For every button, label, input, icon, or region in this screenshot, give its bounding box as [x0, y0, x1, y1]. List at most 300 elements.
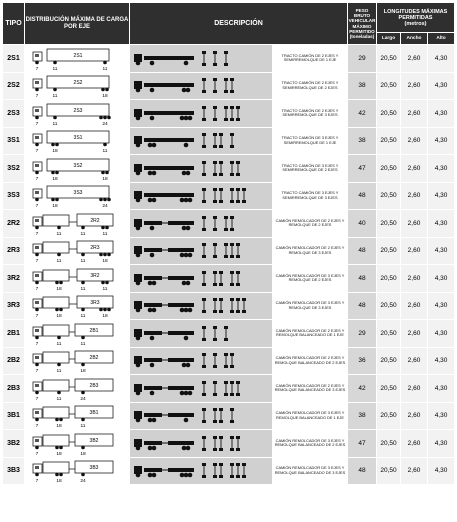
largo-cell: 20,50 — [377, 292, 401, 320]
vehicle-schema-cell — [130, 375, 273, 403]
tire-block — [202, 118, 206, 121]
vehicle-schema-cell — [130, 45, 273, 73]
wheel-icon — [182, 170, 187, 175]
wheel-icon — [103, 60, 107, 64]
axle-load-diagram — [25, 155, 130, 183]
largo-cell: 20,50 — [377, 375, 401, 403]
vehicle-weights-table — [2, 2, 455, 485]
axle-load-value: 11 — [80, 231, 86, 236]
tire-block — [236, 298, 240, 301]
tire-block — [236, 310, 240, 313]
tire-block — [213, 365, 217, 368]
tire-block — [202, 326, 206, 329]
axle-load-diagram — [25, 292, 130, 320]
peso-cell: 42 — [348, 375, 377, 403]
cab-window — [35, 219, 39, 222]
tire-block — [242, 298, 246, 301]
wheel-icon — [150, 363, 155, 368]
table-row — [3, 375, 455, 403]
tire-block — [230, 475, 234, 478]
wheel-icon — [182, 225, 187, 230]
wheel-icon — [184, 253, 189, 258]
cab-window — [35, 246, 39, 249]
wheel-icon — [105, 280, 109, 284]
tire-block — [230, 78, 234, 81]
tire-block — [219, 173, 223, 176]
wheel-icon — [107, 198, 111, 202]
axle-load-value: 24 — [80, 479, 86, 484]
largo-cell: 20,50 — [377, 72, 401, 100]
trailer-code-label: 2B1 — [89, 327, 99, 334]
wheel-icon — [136, 445, 141, 450]
wheel-icon — [150, 60, 155, 65]
tire-block — [230, 463, 234, 466]
tire-block — [213, 216, 217, 219]
axle-load-value: 7 — [35, 231, 39, 236]
largo-cell: 20,50 — [377, 210, 401, 238]
wheel-icon — [186, 88, 191, 93]
truck-bed-silhouette — [144, 413, 162, 417]
wheel-icon — [55, 308, 59, 312]
wheel-icon — [101, 280, 105, 284]
vehicle-schema-cell — [130, 347, 273, 375]
wheel-icon — [182, 280, 187, 285]
truck-load-drawing — [25, 211, 129, 236]
tire-block — [202, 381, 206, 384]
tire-block — [236, 463, 240, 466]
wheel-icon — [184, 60, 189, 65]
tire-block — [230, 271, 234, 274]
tire-block — [230, 393, 234, 396]
tire-block — [219, 436, 223, 439]
ancho-cell: 2,60 — [401, 292, 428, 320]
header-peso — [348, 3, 377, 45]
tire-block — [230, 216, 234, 219]
largo-cell: 20,50 — [377, 127, 401, 155]
tire-block — [202, 365, 206, 368]
tire-block — [202, 420, 206, 423]
header-peso-unit: (toneladas) — [349, 34, 375, 40]
tire-block — [236, 255, 240, 258]
trailer-code-label: 3R2 — [90, 272, 100, 279]
cab-window — [35, 164, 39, 167]
tipo-cell: 2B1 — [3, 320, 25, 348]
wheel-icon — [55, 280, 59, 284]
tire-block — [219, 200, 223, 203]
wheel-icon — [81, 363, 85, 367]
vehicle-schema-cell — [130, 100, 273, 128]
wheel-icon — [57, 253, 61, 257]
tire-block — [230, 365, 234, 368]
tire-block — [224, 255, 228, 258]
wheel-icon — [148, 308, 153, 313]
truck-load-drawing — [25, 46, 129, 71]
tire-block — [202, 145, 206, 148]
tire-block — [236, 271, 240, 274]
ancho-cell: 2,60 — [401, 182, 428, 210]
axle-load-diagram — [25, 182, 130, 210]
vehicle-schema-cell — [130, 320, 273, 348]
largo-cell: 20,50 — [377, 155, 401, 183]
tire-block — [213, 255, 217, 258]
axle-load-diagram — [25, 127, 130, 155]
tire-block — [230, 106, 234, 109]
wheel-icon — [136, 88, 141, 93]
wheel-icon — [150, 225, 155, 230]
wheel-icon — [81, 280, 85, 284]
axle-load-value: 11 — [52, 121, 58, 126]
trailer-code-label: 2B3 — [89, 382, 99, 389]
tipo-cell: 2S1 — [3, 45, 25, 73]
vehicle-silhouette — [130, 376, 272, 401]
tire-block — [219, 475, 223, 478]
tire-block — [213, 326, 217, 329]
wheel-icon — [57, 225, 61, 229]
axle-load-value: 18 — [56, 479, 62, 484]
tire-block — [213, 408, 217, 411]
wheel-icon — [136, 198, 141, 203]
tire-block — [219, 271, 223, 274]
ancho-cell: 2,60 — [401, 375, 428, 403]
tire-block — [230, 283, 234, 286]
wheel-icon — [136, 390, 141, 395]
largo-cell: 20,50 — [377, 237, 401, 265]
axle-load-value: 24 — [102, 204, 108, 209]
axle-load-value: 11 — [52, 66, 58, 71]
tire-block — [230, 161, 234, 164]
peso-cell: 48 — [348, 292, 377, 320]
trailer-code-label: 3R3 — [90, 300, 100, 307]
axle-load-value: 7 — [35, 121, 39, 126]
trailer-silhouette — [144, 138, 194, 142]
truck-body — [43, 325, 69, 336]
ancho-cell: 2,60 — [401, 237, 428, 265]
wheel-icon — [81, 418, 85, 422]
tipo-cell: 3R2 — [3, 265, 25, 293]
axle-load-value: 11 — [56, 341, 62, 346]
axle-load-value: 7 — [35, 341, 39, 346]
wheel-icon — [35, 445, 39, 449]
alto-cell: 4,30 — [428, 182, 455, 210]
axle-load-value: 7 — [35, 94, 39, 99]
header-largo: Largo — [377, 33, 401, 45]
vehicle-silhouette — [130, 321, 272, 346]
alto-cell: 4,30 — [428, 210, 455, 238]
ancho-cell: 2,60 — [401, 320, 428, 348]
wheel-icon — [35, 308, 39, 312]
alto-cell: 4,30 — [428, 237, 455, 265]
wheel-icon — [81, 225, 85, 229]
axle-load-value: 18 — [102, 314, 108, 319]
wheel-icon — [59, 473, 63, 477]
truck-body — [43, 380, 69, 391]
tire-block — [224, 63, 228, 66]
peso-cell: 47 — [348, 430, 377, 458]
tire-block — [236, 188, 240, 191]
wheel-icon — [35, 198, 39, 202]
truck-bed-silhouette — [144, 276, 162, 280]
trailer-code-label: 2B2 — [89, 355, 99, 362]
wheel-icon — [55, 198, 59, 202]
wheel-icon — [136, 60, 141, 65]
wheel-icon — [182, 88, 187, 93]
table-row — [3, 292, 455, 320]
peso-cell: 38 — [348, 402, 377, 430]
axle-load-value: 11 — [102, 231, 108, 236]
tire-block — [213, 393, 217, 396]
wheel-icon — [186, 170, 191, 175]
tire-block — [219, 188, 223, 191]
wheel-icon — [103, 115, 107, 119]
wheel-icon — [152, 280, 157, 285]
axle-load-value: 11 — [80, 341, 86, 346]
peso-cell: 42 — [348, 100, 377, 128]
trailer-code-label: 3S2 — [73, 162, 83, 169]
wheel-icon — [99, 115, 103, 119]
tire-block — [219, 161, 223, 164]
axle-load-value: 24 — [102, 121, 108, 126]
description-cell: CAMIÓN REMOLCADOR DE 2 EJES Y REMOLQUE DE 3 EJES — [273, 237, 348, 265]
tipo-cell: 3B3 — [3, 457, 25, 485]
cab-window — [35, 411, 39, 414]
wheel-icon — [150, 390, 155, 395]
trailer-code-label: 3B2 — [89, 437, 99, 444]
wheel-icon — [148, 198, 153, 203]
peso-cell: 48 — [348, 457, 377, 485]
axle-load-value: 11 — [56, 231, 62, 236]
axle-load-value: 18 — [80, 451, 86, 456]
axle-load-value: 18 — [102, 94, 108, 99]
truck-load-drawing — [25, 101, 129, 126]
ancho-cell: 2,60 — [401, 265, 428, 293]
tire-block — [242, 200, 246, 203]
tire-block — [230, 420, 234, 423]
wheel-icon — [81, 390, 85, 394]
tire-block — [224, 228, 228, 231]
tire-block — [202, 216, 206, 219]
axle-load-diagram — [25, 100, 130, 128]
wheel-icon — [186, 363, 191, 368]
wheel-icon — [57, 390, 61, 394]
tire-block — [236, 475, 240, 478]
ancho-cell: 2,60 — [401, 155, 428, 183]
vehicle-silhouette — [130, 403, 272, 428]
peso-cell: 29 — [348, 320, 377, 348]
tire-block — [224, 353, 228, 356]
vehicle-silhouette — [130, 266, 272, 291]
wheel-icon — [180, 473, 185, 478]
largo-cell: 20,50 — [377, 347, 401, 375]
wheel-icon — [152, 198, 157, 203]
wheel-icon — [150, 253, 155, 258]
tire-block — [213, 338, 217, 341]
vehicle-schema-cell — [130, 265, 273, 293]
tire-block — [202, 448, 206, 451]
truck-body — [43, 297, 69, 308]
trailer-code-label: 3S3 — [73, 190, 83, 197]
alto-cell: 4,30 — [428, 127, 455, 155]
ancho-cell: 2,60 — [401, 347, 428, 375]
wheel-icon — [81, 473, 85, 477]
wheel-icon — [184, 418, 189, 423]
wheel-icon — [148, 143, 153, 148]
axle-load-value: 11 — [102, 66, 108, 71]
tire-block — [224, 326, 228, 329]
ancho-cell: 2,60 — [401, 45, 428, 73]
trailer-silhouette — [168, 441, 194, 445]
tipo-cell: 2R2 — [3, 210, 25, 238]
tire-block — [202, 133, 206, 136]
axle-load-value: 7 — [35, 451, 39, 456]
wheel-icon — [136, 308, 141, 313]
wheel-icon — [184, 115, 189, 120]
wheel-icon — [105, 88, 109, 92]
trailer-silhouette — [168, 276, 194, 280]
wheel-icon — [53, 115, 57, 119]
description-cell: CAMIÓN REMOLCADOR DE 3 EJES Y REMOLQUE DE 3 EJES — [273, 292, 348, 320]
peso-cell: 38 — [348, 127, 377, 155]
tire-block — [236, 118, 240, 121]
header-longitudes-unit: (metros) — [404, 20, 427, 27]
cab-window — [35, 466, 39, 469]
description-cell: TRACTO CAMIÓN DE 2 EJES Y SEMIRREMOLQUE DE 2 EJES — [273, 72, 348, 100]
axle-load-diagram — [25, 265, 130, 293]
trailer-code-label: 2S2 — [73, 80, 83, 87]
table-row — [3, 430, 455, 458]
wheel-icon — [186, 280, 191, 285]
wheel-icon — [136, 143, 141, 148]
table-row — [3, 237, 455, 265]
tire-block — [202, 188, 206, 191]
axle-load-value: 11 — [56, 259, 62, 264]
truck-body — [43, 462, 69, 473]
wheel-icon — [152, 473, 157, 478]
wheel-icon — [186, 225, 191, 230]
wheel-icon — [182, 445, 187, 450]
header-tipo: TIPO — [3, 3, 25, 45]
axle-load-value: 11 — [80, 259, 86, 264]
wheel-icon — [55, 170, 59, 174]
tire-block — [230, 133, 234, 136]
description-cell: TRACTO CAMIÓN DE 3 EJES Y SEMIRREMOLQUE DE 3 EJES — [273, 182, 348, 210]
cab-window — [35, 109, 39, 112]
axle-load-diagram — [25, 210, 130, 238]
wheel-icon — [188, 390, 193, 395]
wheel-icon — [107, 308, 111, 312]
axle-load-value: 18 — [56, 451, 62, 456]
truck-bed-silhouette — [144, 358, 162, 362]
vehicle-schema-cell — [130, 210, 273, 238]
tire-block — [213, 161, 217, 164]
wheel-icon — [148, 280, 153, 285]
tire-block — [213, 298, 217, 301]
wheel-icon — [184, 473, 189, 478]
wheel-icon — [152, 170, 157, 175]
trailer-silhouette — [168, 248, 194, 252]
alto-cell: 4,30 — [428, 375, 455, 403]
wheel-icon — [152, 445, 157, 450]
wheel-icon — [35, 143, 39, 147]
alto-cell: 4,30 — [428, 430, 455, 458]
trailer-silhouette — [168, 331, 194, 335]
tipo-cell: 3S3 — [3, 182, 25, 210]
cab-window — [35, 54, 39, 57]
tire-block — [213, 188, 217, 191]
truck-load-drawing — [25, 321, 129, 346]
tire-block — [202, 408, 206, 411]
trailer-silhouette — [144, 56, 194, 60]
vehicle-silhouette — [130, 458, 272, 483]
tire-block — [213, 200, 217, 203]
tire-block — [224, 338, 228, 341]
wheel-icon — [55, 418, 59, 422]
tire-block — [213, 448, 217, 451]
alto-cell: 4,30 — [428, 100, 455, 128]
truck-load-drawing — [25, 238, 129, 263]
wheel-icon — [35, 225, 39, 229]
wheel-icon — [35, 335, 39, 339]
description-cell: TRACTO CAMIÓN DE 2 EJES Y SEMIRREMOLQUE DE 3 EJES — [273, 100, 348, 128]
vehicle-silhouette — [130, 293, 272, 318]
description-cell: CAMIÓN REMOLCADOR DE 3 EJES Y REMOLQUE BALANCEADO DE 1 EJE — [273, 402, 348, 430]
axle-load-diagram — [25, 347, 130, 375]
truck-load-drawing — [25, 376, 129, 401]
header-alto: Alto — [428, 33, 455, 45]
trailer-silhouette — [144, 166, 194, 170]
axle-load-diagram — [25, 237, 130, 265]
table-row — [3, 100, 455, 128]
description-cell: CAMIÓN REMOLCADOR DE 3 EJES Y REMOLQUE BALANCEADO DE 3 EJES — [273, 457, 348, 485]
tire-block — [213, 271, 217, 274]
peso-cell: 48 — [348, 237, 377, 265]
ancho-cell: 2,60 — [401, 402, 428, 430]
wheel-icon — [59, 280, 63, 284]
description-cell: TRACTO CAMIÓN DE 3 EJES Y SEMIRREMOLQUE DE 1 EJE — [273, 127, 348, 155]
wheel-icon — [148, 418, 153, 423]
axle-load-value: 7 — [35, 479, 39, 484]
wheel-icon — [184, 198, 189, 203]
axle-load-value: 7 — [35, 369, 39, 374]
truck-body — [43, 242, 69, 253]
table-row — [3, 72, 455, 100]
cab-window — [35, 329, 39, 332]
axle-load-value: 24 — [80, 396, 86, 401]
wheel-icon — [136, 335, 141, 340]
description-cell: CAMIÓN REMOLCADOR DE 3 EJES Y REMOLQUE BALANCEADO DE 2 EJES — [273, 430, 348, 458]
truck-bed-silhouette — [144, 386, 162, 390]
cab-window — [35, 301, 39, 304]
wheel-icon — [150, 115, 155, 120]
table-row — [3, 155, 455, 183]
description-cell: CAMIÓN REMOLCADOR DE 3 EJES Y REMOLQUE DE 2 EJES — [273, 265, 348, 293]
ancho-cell: 2,60 — [401, 72, 428, 100]
tire-block — [213, 475, 217, 478]
wheel-icon — [35, 88, 39, 92]
tire-block — [230, 381, 234, 384]
wheel-icon — [103, 308, 107, 312]
axle-load-value: 11 — [56, 369, 62, 374]
tire-block — [242, 463, 246, 466]
wheel-icon — [188, 473, 193, 478]
wheel-icon — [136, 280, 141, 285]
vehicle-schema-cell — [130, 72, 273, 100]
wheel-icon — [99, 308, 103, 312]
truck-load-drawing — [25, 403, 129, 428]
tire-block — [230, 448, 234, 451]
trailer-code-label: 3B1 — [89, 410, 99, 417]
vehicle-schema-cell — [130, 430, 273, 458]
wheel-icon — [57, 335, 61, 339]
